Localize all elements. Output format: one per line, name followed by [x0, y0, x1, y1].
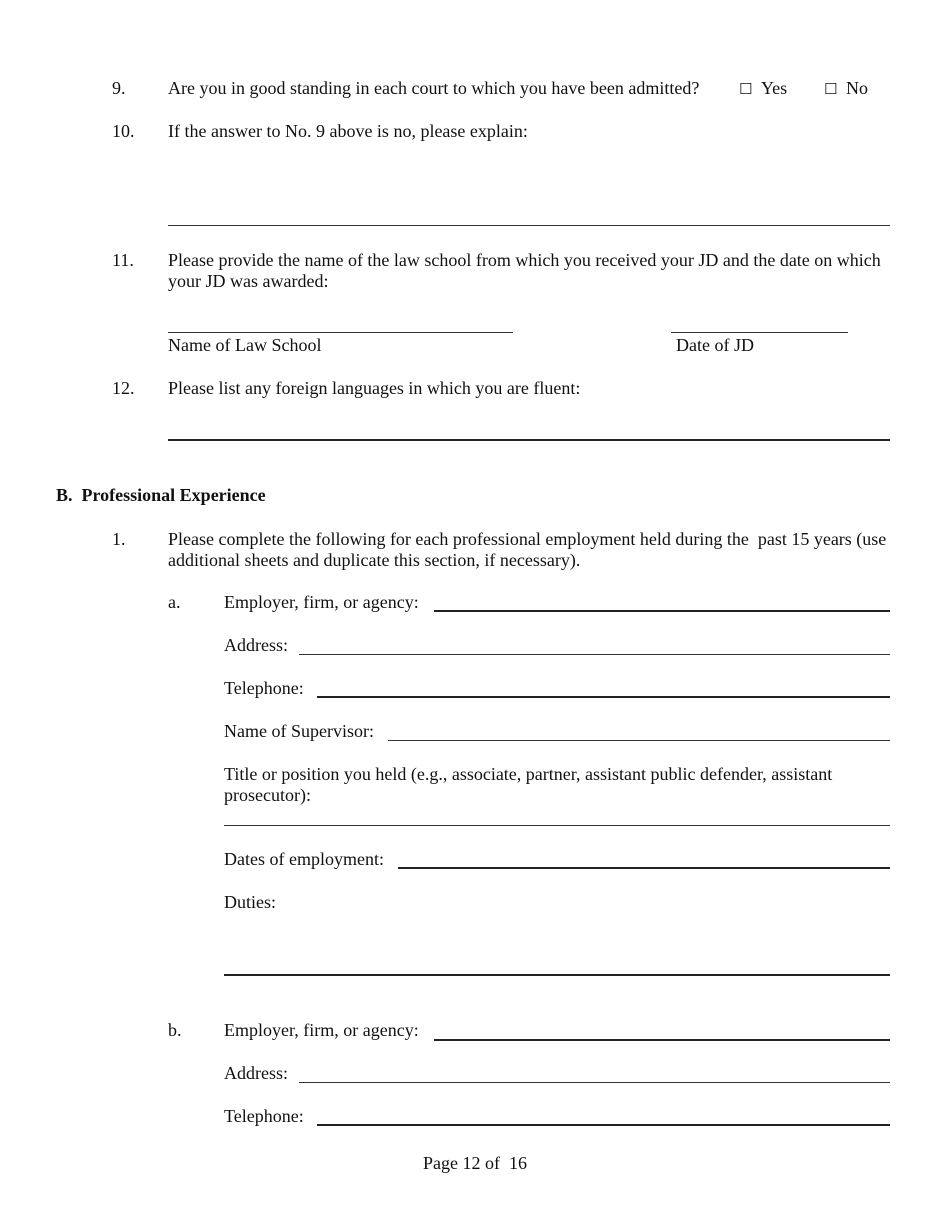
a-title-label: Title or position you held (e.g., associate, partner, assistant public defender, assistant prosecutor): [224, 764, 833, 805]
q9-no-option[interactable] [824, 78, 868, 100]
q12-number: 12. [112, 378, 135, 398]
section-b-heading: B. Professional Experience [56, 485, 266, 505]
entry-a-letter: a. [168, 592, 181, 612]
q10-number: 10. [112, 121, 135, 141]
q10-text: If the answer to No. 9 above is no, please explain: [168, 121, 528, 141]
a-supervisor-label: Name of Supervisor: [224, 721, 374, 741]
a-employer-label: Employer, firm, or agency: [224, 592, 419, 612]
date-of-jd-label: Date of JD [676, 335, 754, 355]
a-dates-label: Dates of employment: [224, 849, 384, 869]
b1-number: 1. [112, 529, 126, 549]
q12-answer-line[interactable] [168, 439, 890, 441]
q9-text: Are you in good standing in each court to which you have been admitted? [168, 78, 700, 98]
q12-text: Please list any foreign languages in which you are fluent: [168, 378, 581, 398]
a-address-line[interactable] [299, 654, 890, 655]
b-address-line[interactable] [299, 1082, 890, 1083]
page-number: Page 12 of 16 [423, 1153, 527, 1173]
q11-number: 11. [112, 250, 134, 270]
a-supervisor-line[interactable] [388, 740, 890, 741]
b-telephone-line[interactable] [317, 1124, 890, 1126]
law-school-line[interactable] [168, 332, 513, 333]
entry-b-letter: b. [168, 1020, 182, 1040]
a-duties-label: Duties: [224, 892, 276, 912]
no-checkbox-icon[interactable]: ☐ [824, 80, 838, 98]
yes-label: Yes [760, 78, 788, 98]
a-telephone-line[interactable] [317, 696, 890, 698]
a-duties-line[interactable] [224, 974, 890, 976]
b-employer-line[interactable] [434, 1039, 890, 1041]
no-label: No [845, 78, 868, 98]
b-telephone-label: Telephone: [224, 1106, 304, 1126]
q9-yes-option[interactable] [739, 78, 787, 100]
q9-number: 9. [112, 78, 126, 98]
a-telephone-label: Telephone: [224, 678, 304, 698]
a-title-line[interactable] [224, 825, 890, 826]
date-of-jd-line[interactable] [671, 332, 848, 333]
b-employer-label: Employer, firm, or agency: [224, 1020, 419, 1040]
b1-text: Please complete the following for each professional employment held during the past 15 years (use additional sheets and duplicate this section, if necessary). [168, 529, 891, 570]
a-address-label: Address: [224, 635, 288, 655]
q10-answer-line[interactable] [168, 225, 890, 226]
a-employer-line[interactable] [434, 610, 890, 612]
b-address-label: Address: [224, 1063, 288, 1083]
a-dates-line[interactable] [398, 867, 890, 869]
q11-text: Please provide the name of the law school from which you received your JD and the date on which your JD was awarded: [168, 250, 881, 291]
law-school-label: Name of Law School [168, 335, 322, 355]
yes-checkbox-icon[interactable]: ☐ [739, 80, 753, 98]
